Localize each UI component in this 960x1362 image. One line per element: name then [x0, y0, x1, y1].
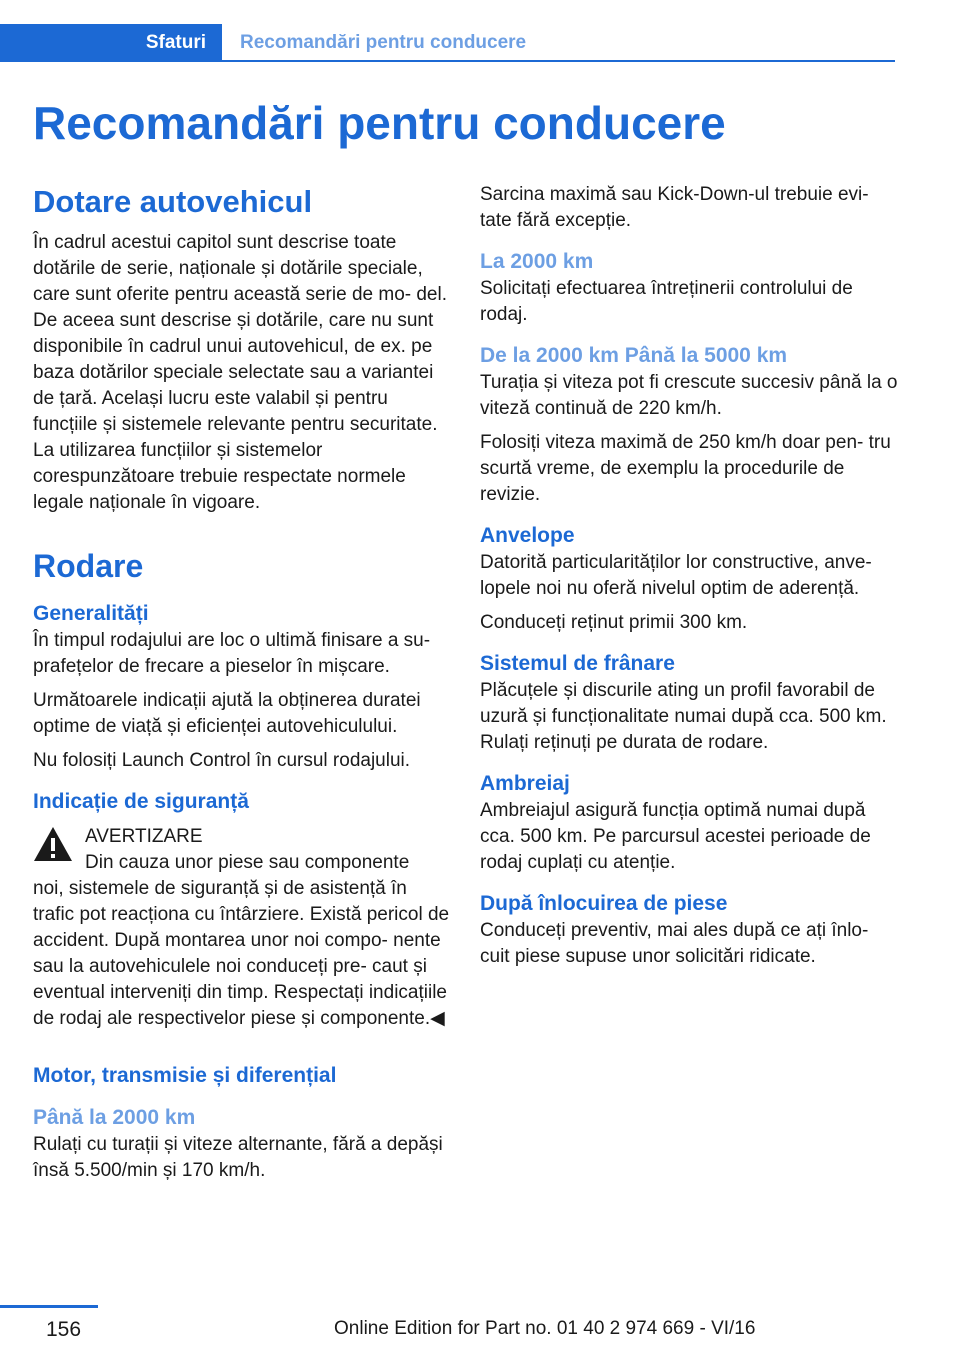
anvelope-p2: Conduceți reținut primii 300 km.: [480, 612, 748, 633]
warning-block: [33, 824, 453, 1032]
warning-triangle-icon: [33, 826, 73, 862]
warning-first-line: Din cauza unor piese sau componente: [85, 852, 410, 873]
ambreiaj-text: Ambreiajul asigură funcția optimă numai după cca. 500 km. Pe parcursul acestei perioade de rodaj cuplați cu atenție.: [480, 800, 871, 873]
footer-rule: [0, 1305, 98, 1308]
heading-motor: Motor, transmisie și diferențial: [33, 1064, 337, 1087]
header-rule: [222, 60, 895, 62]
page-number: 156: [46, 1318, 82, 1341]
page-title: Recomandări pentru conducere: [33, 97, 726, 149]
heading-siguranta: Indicație de siguranță: [33, 790, 249, 813]
chapter-tab[interactable]: [240, 24, 526, 62]
chapter-tab-label: Recomandări pentru conducere: [240, 32, 527, 53]
generalitati-p2: Următoarele indicații ajută la obținerea duratei optime de viață și eficienței autovehiculului.: [33, 690, 421, 737]
left-column: [33, 182, 453, 1184]
heading-la-2000: La 2000 km: [480, 250, 594, 273]
franare-text: Plăcuțele și discurile ating un profil favorabil de uzură și funcționalitate numai după cca. 500 km. Rulați reținuți pe durata de rodare.: [480, 680, 887, 753]
de-2000-p1: Turația și viteza pot fi crescute succesiv până la o viteză continuă de 220 km/h.: [480, 372, 898, 419]
la-2000-text: Solicitați efectuarea întreținerii controlului de rodaj.: [480, 278, 853, 325]
right-column: [480, 182, 900, 970]
intro-text: Sarcina maximă sau Kick-Down-ul trebuie evi‐ tate fără excepție.: [480, 184, 869, 231]
anvelope-p1: Datorită particularităților lor constructive, anve‐ lopele noi nu oferă nivelul optim de aderență.: [480, 552, 872, 599]
de-2000-p2: Folosiți viteza maximă de 250 km/h doar pen‐ tru scurtă vreme, de exemplu la procedurile de revizie.: [480, 432, 891, 505]
heading-pana-2000: Până la 2000 km: [33, 1106, 196, 1129]
warning-label: AVERTIZARE: [85, 826, 203, 847]
heading-de-2000: De la 2000 km Până la 5000 km: [480, 344, 788, 367]
heading-franare: Sistemul de frânare: [480, 652, 675, 675]
heading-ambreiaj: Ambreiaj: [480, 772, 570, 795]
warning-text: noi, sistemele de siguranță și de asistență în trafic pot reacționa cu întârziere. Există pericol de accident. După montarea unor noi compo‐ nente sau la autovehiculele noi conduceți pre‐ caut și eventual interveniți din timp. Respectați indicațiile de rodaj ale respectivelor piese și componente.◀: [33, 878, 450, 1029]
dupa-inlocuire-text: Conduceți preventiv, mai ales după ce ați înlo‐ cuit piese supuse unor solicitări ridicate.: [480, 920, 869, 967]
generalitati-p1: În timpul rodajului are loc o ultimă finisare a su‐ prafețelor de frecare a pieselor în mișcare.: [33, 630, 431, 677]
header-bar: [0, 24, 895, 62]
heading-dupa-inlocuire: După înlocuirea de piese: [480, 892, 728, 915]
heading-anvelope: Anvelope: [480, 524, 575, 547]
heading-generalitati: Generalități: [33, 602, 149, 625]
section-tab[interactable]: [0, 24, 222, 62]
heading-rodare: Rodare: [33, 548, 144, 584]
heading-dotare: Dotare autovehicul: [33, 184, 313, 219]
edition-note: Online Edition for Part no. 01 40 2 974 669 - VI/16: [334, 1318, 756, 1339]
generalitati-p3: Nu folosiți Launch Control în cursul rodajului.: [33, 750, 411, 771]
pana-2000-text: Rulați cu turații și viteze alternante, fără a depăși însă 5.500/min și 170 km/h.: [33, 1134, 443, 1181]
dotare-text: În cadrul acestui capitol sunt descrise toate dotările de serie, naționale și dotările speciale, care sunt oferite pentru această serie de mo‐ del. De aceea sunt descrise și dotările, care nu sunt disponibile în cadrul unui autovehicul, de ex. pe baza dotărilor speciale selectate sau a variantei de țară. Același lucru este valabil și pentru funcțiile și sistemele relevante pentru securitate. La utilizarea funcțiilor și sistemelor corespunzătoare trebuie respectate normele legale naționale în vigoare.: [33, 232, 448, 513]
section-tab-label: Sfaturi: [145, 32, 206, 53]
